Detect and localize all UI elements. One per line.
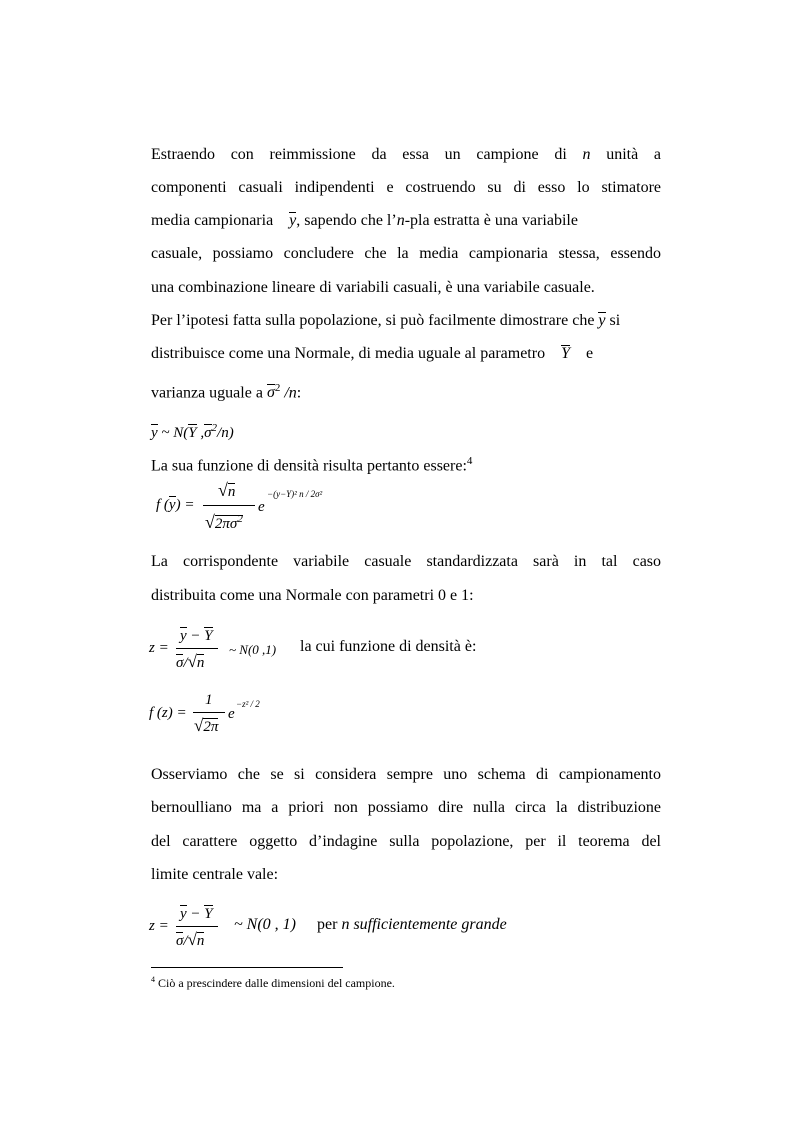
numerator: 1	[205, 692, 213, 708]
var-y-bar: y	[168, 497, 176, 513]
exponent: 2	[237, 513, 243, 525]
word: variabile	[293, 553, 350, 570]
footnote-number: 4	[151, 975, 155, 984]
para2-line-1	[151, 311, 620, 331]
word: corrispondente	[182, 553, 279, 570]
fraction-bar	[193, 712, 225, 713]
euler-e: e	[228, 706, 235, 722]
var-y-bar: y	[289, 212, 297, 229]
text: e	[585, 345, 594, 362]
formula-lhs: z =	[149, 640, 169, 656]
para3-line-1	[151, 552, 661, 572]
text: /n)	[217, 425, 234, 441]
word: tal	[601, 553, 618, 570]
word: a	[653, 146, 662, 163]
word: con	[230, 146, 254, 163]
numerator	[180, 904, 213, 924]
text: per	[317, 916, 338, 933]
text: si	[609, 312, 621, 329]
var-Y-bar: Y	[561, 345, 570, 362]
exponent: 2	[274, 382, 281, 394]
exponent: −(y−Y)² n / 2σ²	[267, 489, 323, 499]
word: sarà	[533, 553, 559, 570]
formula-lhs	[156, 495, 194, 515]
para4-line-4: limite centrale vale:	[151, 866, 279, 883]
text: /n	[284, 384, 297, 402]
text: f (	[156, 497, 169, 513]
fraction-bar	[176, 926, 218, 927]
density-intro	[151, 451, 472, 476]
var-Y-bar: Y	[188, 425, 197, 441]
text: media campionaria	[151, 212, 274, 229]
var-n: n	[396, 212, 405, 229]
formula-lhs: z =	[149, 918, 169, 934]
word: Estraendo	[151, 146, 215, 163]
text: n	[196, 655, 205, 671]
word: La	[151, 553, 168, 570]
fraction-bar	[203, 505, 255, 506]
var-y-bar: y	[180, 906, 187, 922]
denominator-radical: $√2\pi\sigma^2$	[205, 512, 243, 532]
para2-line-2	[151, 344, 593, 364]
denominator: σ/√n	[176, 930, 205, 949]
para1-line-1	[151, 145, 661, 165]
distribution: ~ N(0 , 1)	[234, 916, 296, 933]
text: varianza uguale a	[151, 384, 263, 402]
para4-line-1: Osserviamo che se si considera sempre uno schema di campionamento	[151, 766, 661, 783]
numerator	[180, 626, 213, 646]
word: reimmissione	[269, 146, 356, 163]
text: Per l’ipotesi fatta sulla popolazione, si può facilmente dimostrare che	[151, 312, 595, 329]
para1-line-4: casuale, possiamo concludere che la media campionaria stessa, essendo	[151, 245, 661, 262]
text: -pla estratta è una variabile	[404, 212, 578, 229]
var-n: n	[582, 146, 591, 163]
text: /	[183, 933, 188, 949]
var-y-bar: y	[598, 312, 606, 329]
text: :	[296, 384, 302, 402]
para3-line-2: distribuita come una Normale con parametri 0 e 1:	[151, 587, 474, 604]
para1-line-2: componenti casuali indipendenti e costruendo su di esso lo stimatore	[151, 179, 661, 196]
text: /	[183, 655, 188, 671]
text: La sua funzione di densità risulta pertanto essere:	[151, 457, 467, 475]
text: 2π	[203, 719, 219, 735]
var-y-bar: y	[180, 628, 187, 644]
text: ~ N(	[161, 425, 189, 441]
condition	[317, 915, 507, 935]
para1-line-3	[151, 211, 661, 231]
word: un	[444, 146, 461, 163]
exponent: 2	[211, 422, 218, 434]
sigma-bar: σ	[176, 655, 184, 671]
euler-e: e	[258, 499, 265, 515]
text: , sapendo che l’	[296, 212, 397, 229]
word: caso	[632, 553, 662, 570]
para1-line-5: una combinazione lineare di variabili casuali, è una variabile casuale.	[151, 279, 595, 296]
fraction-bar	[176, 648, 218, 649]
formula-lhs: f (z) =	[149, 705, 187, 721]
var-Y-bar: Y	[204, 906, 213, 922]
sigma-bar: σ	[266, 384, 275, 402]
text: −	[186, 906, 205, 922]
word: di	[554, 146, 567, 163]
exponent: −z² / 2	[236, 699, 260, 709]
word: da	[371, 146, 387, 163]
sigma-bar: σ	[176, 933, 184, 949]
para4-line-2: bernoulliano ma a priori non possiamo dire nulla circa la distribuzione	[151, 799, 661, 816]
var-Y-bar: Y	[204, 628, 213, 644]
var-y-bar: y	[151, 425, 158, 441]
sigma-bar: σ	[204, 425, 212, 441]
word: standardizzata	[426, 553, 518, 570]
word: unità	[606, 146, 639, 163]
text: distribuisce come una Normale, di media uguale al parametro	[151, 345, 546, 362]
footnote-separator	[151, 967, 343, 968]
para4-line-3: del carattere oggetto d’indagine sulla popolazione, per il teorema del	[151, 833, 661, 850]
para2-line-3	[151, 378, 301, 403]
footnote-marker: 4	[466, 455, 473, 467]
distribution: ~ N(0 ,1)	[229, 642, 277, 657]
denominator: σ/√n	[176, 652, 205, 671]
word: casuale	[364, 553, 412, 570]
footnote-text: Ciò a prescindere dalle dimensioni del campione.	[158, 976, 395, 990]
text: ) =	[175, 497, 195, 513]
text: −	[186, 628, 205, 644]
word: in	[573, 553, 587, 570]
distribution-formula	[151, 418, 234, 443]
text: n	[227, 484, 236, 500]
text: ,	[200, 425, 205, 441]
text: 2πσ	[214, 516, 238, 532]
word: campione	[476, 146, 539, 163]
text: la cui funzione di densità è:	[300, 638, 477, 655]
text: n sufficientemente grande	[341, 916, 507, 933]
numerator-radical: √n	[218, 480, 236, 500]
denominator-radical: √2π	[194, 716, 219, 735]
word: essa	[402, 146, 429, 163]
text: n	[196, 933, 205, 949]
footnote	[151, 975, 395, 991]
